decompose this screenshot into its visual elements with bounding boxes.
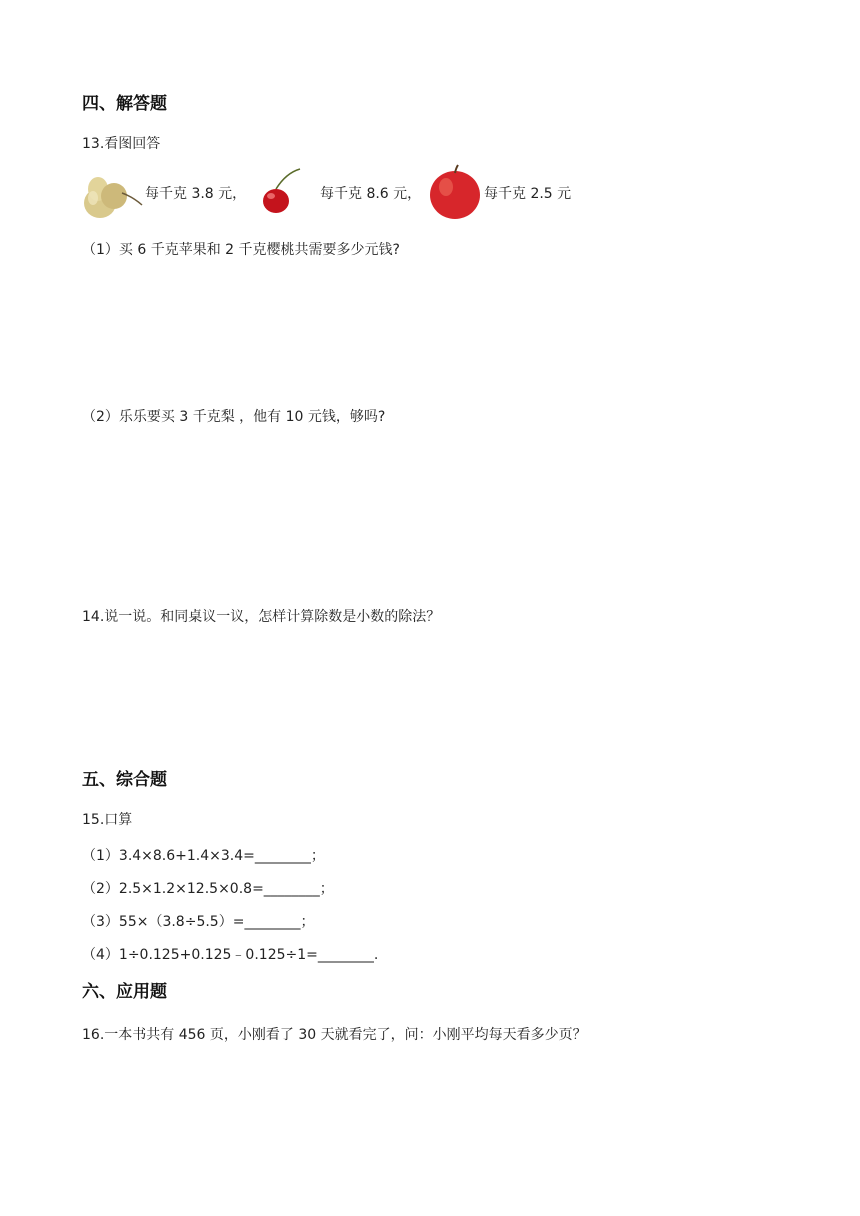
question-15-item-4: （4）1÷0.125+0.125﹣0.125÷1=________.	[82, 947, 379, 963]
pear-icon	[78, 163, 144, 221]
question-13-sub2: （2）乐乐要买 3 千克梨 ，他有 10 元钱，够吗?	[82, 409, 386, 425]
question-15-item-3: （3）55×（3.8÷5.5）=________；	[82, 914, 315, 930]
section-heading-4: 四、解答题	[82, 94, 167, 114]
question-14: 14.说一说。和同桌议一议，怎样计算除数是小数的除法？	[82, 609, 441, 625]
cherry-price: 每千克 8.6 元，	[320, 186, 422, 202]
question-15-item-1: （1）3.4×8.6+1.4×3.4=________；	[82, 848, 325, 864]
question-13-sub1: （1）买 6 千克苹果和 2 千克樱桃共需要多少元钱?	[82, 242, 400, 258]
cherry-icon	[252, 165, 320, 221]
question-16: 16.一本书共有 456 页，小刚看了 30 天就看完了，问：小刚平均每天看多少页？	[82, 1027, 587, 1043]
question-15-stem: 15.口算	[82, 812, 133, 828]
question-15-item-2: （2）2.5×1.2×12.5×0.8=________；	[82, 881, 334, 897]
section-heading-6: 六、应用题	[82, 982, 167, 1002]
question-13-stem: 13.看图回答	[82, 136, 161, 152]
apple-price: 每千克 2.5 元	[484, 186, 572, 202]
apple-icon	[428, 163, 484, 221]
pear-price: 每千克 3.8 元，	[145, 186, 247, 202]
section-heading-5: 五、综合题	[82, 770, 167, 790]
